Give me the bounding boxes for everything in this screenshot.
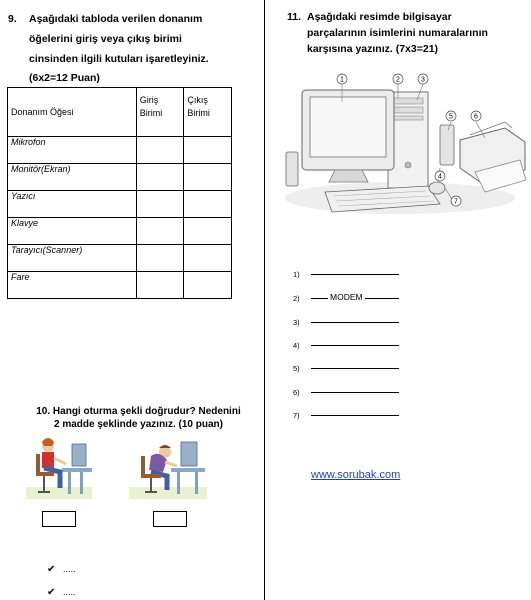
output-checkbox-cell[interactable]: [184, 218, 232, 245]
callout-number: 1: [340, 76, 344, 84]
checkmark-icon: ✔: [47, 564, 56, 575]
column-divider: [264, 0, 265, 600]
answer-box-2[interactable]: [153, 511, 187, 527]
input-checkbox-cell[interactable]: [136, 164, 184, 191]
callout-number: 4: [438, 173, 442, 181]
callout-number: 6: [474, 113, 478, 121]
table-row: [8, 191, 232, 218]
answer-number: 2): [293, 294, 300, 303]
answer-box-1[interactable]: [42, 511, 76, 527]
answer-number: 3): [293, 318, 300, 327]
question-11-line: Aşağıdaki resimde bilgisayar: [307, 11, 452, 23]
question-11-number: 11.: [287, 11, 302, 23]
website-link[interactable]: www.sorubak.com: [311, 469, 401, 481]
answer-number: 7): [293, 411, 300, 420]
table-row: [8, 164, 232, 191]
question-10-line: 10. Hangi oturma şekli doğrudur? Nedenini: [36, 406, 241, 417]
question-9-number: 9.: [8, 13, 17, 25]
reason-text[interactable]: .....: [63, 564, 76, 574]
row-label: Yazıcı: [8, 191, 137, 218]
question-9: [8, 9, 259, 87]
row-label: Mikrofon: [8, 137, 137, 164]
answer-number: 5): [293, 364, 300, 373]
question-10-line: 2 madde şeklinde yazınız. (10 puan): [54, 419, 223, 430]
question-11: [287, 9, 522, 57]
callout-number: 5: [449, 113, 453, 121]
hardware-table: [7, 87, 232, 299]
question-10: [26, 405, 251, 431]
output-checkbox-cell[interactable]: [184, 245, 232, 272]
answer-number: 6): [293, 388, 300, 397]
speaker-drawing: [286, 152, 298, 186]
answer-number: 1): [293, 270, 300, 279]
reason-text[interactable]: .....: [63, 587, 76, 597]
output-checkbox-cell[interactable]: [184, 191, 232, 218]
monitor-drawing: [302, 90, 394, 182]
mouse-drawing: [429, 182, 445, 194]
input-checkbox-cell[interactable]: [136, 245, 184, 272]
checkmark-icon: ✔: [47, 587, 56, 598]
answer-number: 4): [293, 341, 300, 350]
header-output-unit: Çıkış Birimi: [184, 88, 232, 137]
question-9-line: öğelerini giriş veya çıkış birimi: [29, 33, 182, 45]
table-row: [8, 272, 232, 299]
input-checkbox-cell[interactable]: [136, 137, 184, 164]
computer-parts-illustration: [280, 70, 530, 220]
printer-drawing: [460, 122, 526, 192]
answer-text: MODEM: [330, 292, 363, 302]
table-row: [8, 137, 232, 164]
callout-number: 2: [396, 76, 400, 84]
callout-number: 7: [454, 198, 458, 206]
table-row: [8, 245, 232, 272]
output-checkbox-cell[interactable]: [184, 137, 232, 164]
table-header-row: [8, 88, 232, 137]
header-hardware-item: Donanım Öğesi: [8, 88, 137, 137]
table-row: [8, 218, 232, 245]
sitting-posture-image-2: [125, 432, 211, 502]
row-label: Tarayıcı(Scanner): [8, 245, 137, 272]
header-input-unit: Giriş Birimi: [136, 88, 184, 137]
output-checkbox-cell[interactable]: [184, 164, 232, 191]
question-11-line: karşısına yazınız. (7x3=21): [307, 43, 439, 55]
row-label: Klavye: [8, 218, 137, 245]
question-9-line: Aşağıdaki tabloda verilen donanım: [29, 13, 203, 25]
input-checkbox-cell[interactable]: [136, 218, 184, 245]
speaker-drawing: [440, 125, 454, 165]
callout-number: 3: [421, 76, 425, 84]
row-label: Monitör(Ekran): [8, 164, 137, 191]
question-11-line: parçalarının isimlerini numaralarının: [307, 27, 488, 39]
question-9-line: (6x2=12 Puan): [29, 72, 100, 84]
row-label: Fare: [8, 272, 137, 299]
sitting-posture-image-1: [22, 432, 96, 502]
output-checkbox-cell[interactable]: [184, 272, 232, 299]
input-checkbox-cell[interactable]: [136, 191, 184, 218]
input-checkbox-cell[interactable]: [136, 272, 184, 299]
question-9-line: cinsinden ilgili kutuları işaretleyiniz.: [29, 53, 209, 65]
